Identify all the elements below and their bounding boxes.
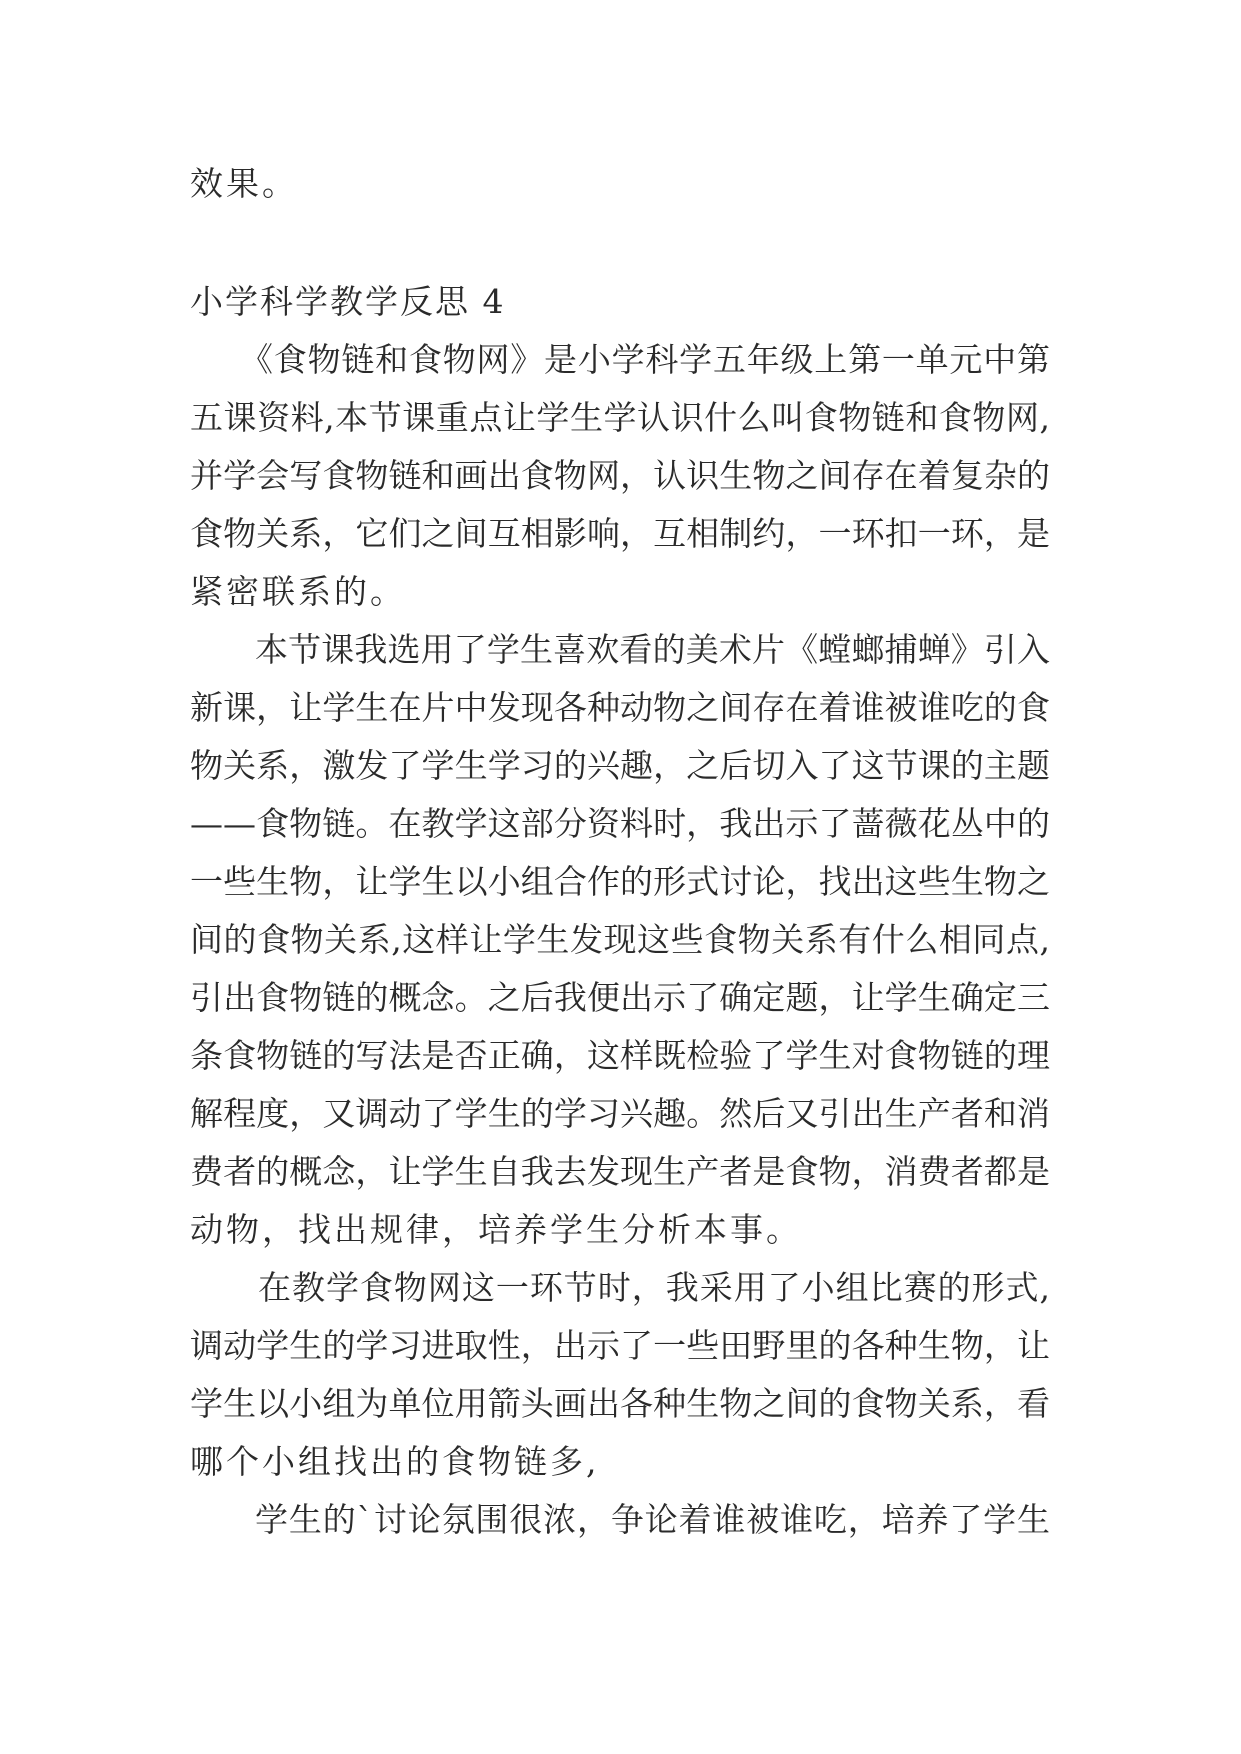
- text-line: 学生以小组为单位用箭头画出各种生物之间的食物关系，看: [190, 1384, 1050, 1423]
- text-line: 《食物链和食物网》是小学科学五年级上第一单元中第: [240, 340, 1050, 379]
- text-line: 一些生物，让学生以小组合作的形式讨论，找出这些生物之: [190, 862, 1050, 901]
- text-line: 学生的`讨论氛围很浓，争论着谁被谁吃，培养了学生: [255, 1500, 1050, 1539]
- text-line: 本节课我选用了学生喜欢看的美术片《螳螂捕蝉》引入: [255, 630, 1050, 669]
- text-line: 解程度，又调动了学生的学习兴趣。然后又引出生产者和消: [190, 1094, 1050, 1133]
- text-line: 物关系，激发了学生学习的兴趣，之后切入了这节课的主题: [190, 746, 1050, 785]
- text-line: 动物，找出规律，培养学生分析本事。: [190, 1210, 802, 1249]
- text-line: 效果。: [190, 164, 298, 203]
- text-line: 五课资料,本节课重点让学生学认识什么叫食物链和食物网,: [190, 398, 1050, 437]
- text-line: ——食物链。在教学这部分资料时，我出示了蔷薇花丛中的: [190, 804, 1050, 843]
- text-line: 引出食物链的概念。之后我便出示了确定题，让学生确定三: [190, 978, 1050, 1017]
- text-line: 在教学食物网这一环节时，我采用了小组比赛的形式,: [258, 1268, 1050, 1307]
- text-line: 调动学生的学习进取性，出示了一些田野里的各种生物，让: [190, 1326, 1050, 1365]
- text-line: 新课，让学生在片中发现各种动物之间存在着谁被谁吃的食: [190, 688, 1050, 727]
- text-line: 哪个小组找出的食物链多,: [190, 1442, 600, 1481]
- text-line: 间的食物关系,这样让学生发现这些食物关系有什么相同点,: [190, 920, 1050, 959]
- text-line: 条食物链的写法是否正确，这样既检验了学生对食物链的理: [190, 1036, 1050, 1075]
- text-line: 费者的概念，让学生自我去发现生产者是食物，消费者都是: [190, 1152, 1050, 1191]
- section-heading: 小学科学教学反思 4: [190, 282, 506, 321]
- text-line: 紧密联系的。: [190, 572, 406, 611]
- text-line: 并学会写食物链和画出食物网，认识生物之间存在着复杂的: [190, 456, 1050, 495]
- text-line: 食物关系，它们之间互相影响，互相制约，一环扣一环，是: [190, 514, 1050, 553]
